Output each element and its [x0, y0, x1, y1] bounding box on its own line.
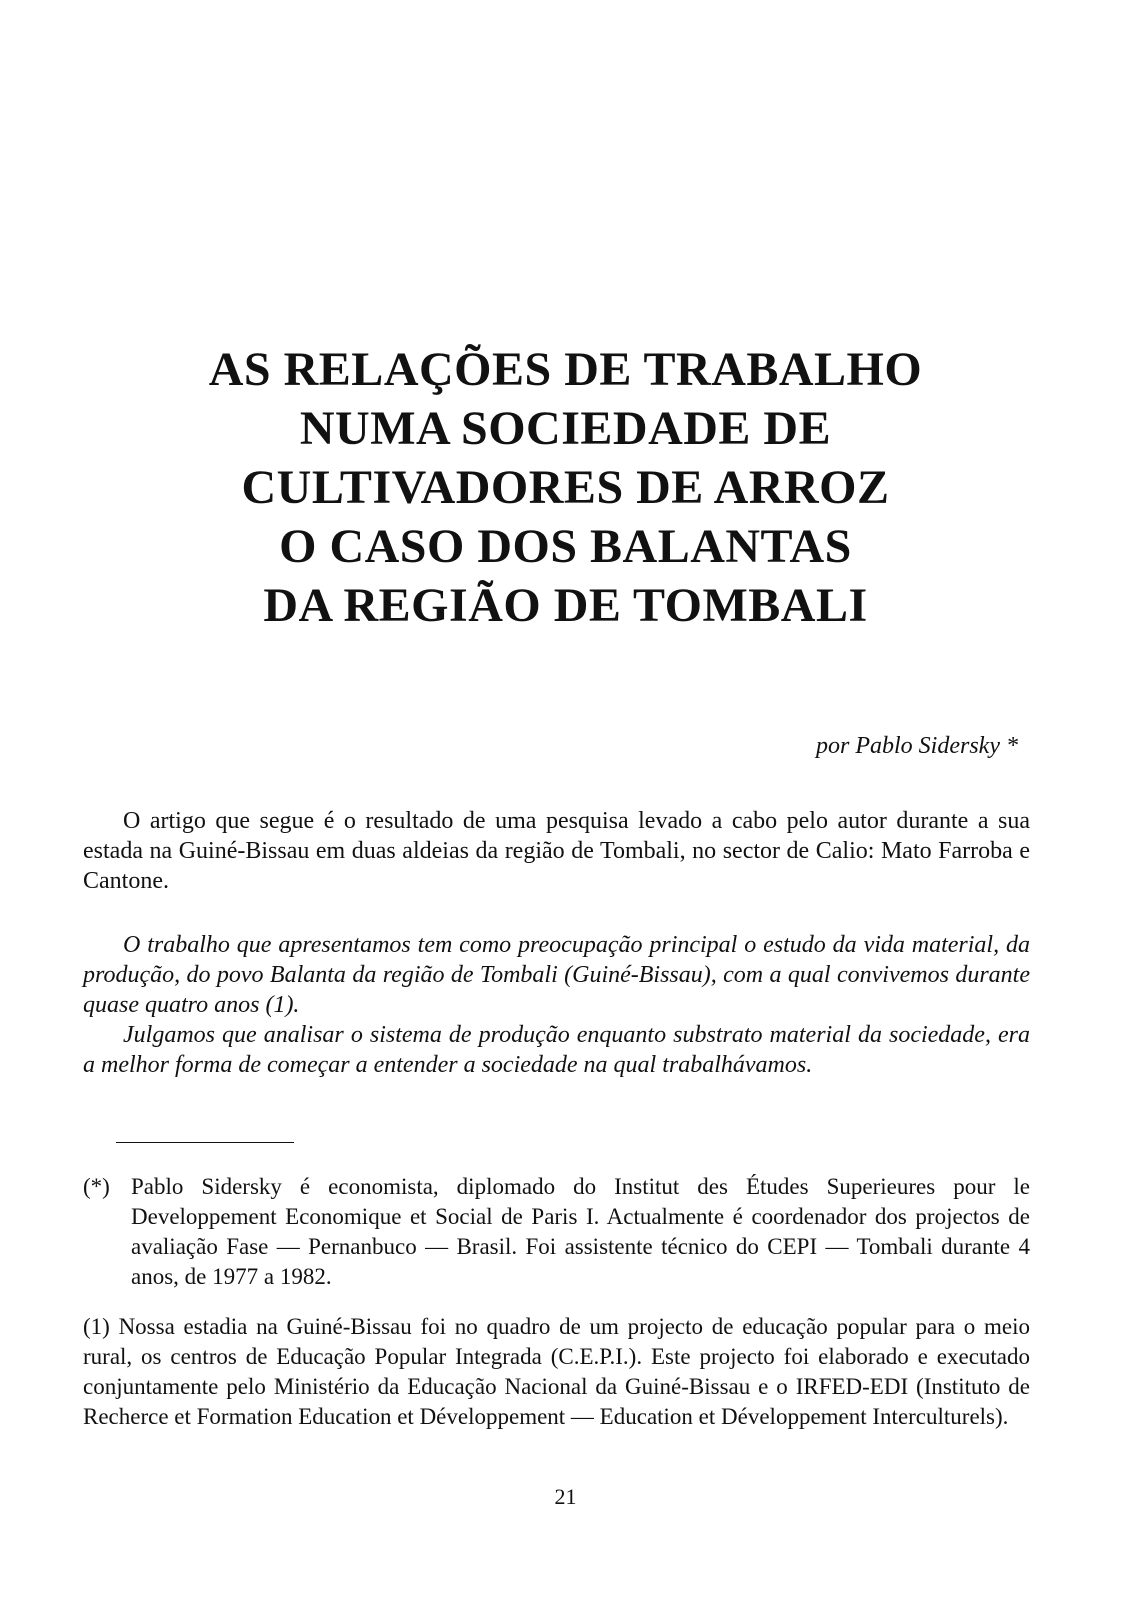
footnote-marker: (1): [83, 1314, 119, 1339]
footnote-separator: [116, 1142, 294, 1143]
page-number: 21: [554, 1484, 577, 1509]
title-line-3: CULTIVADORES DE ARROZ: [241, 461, 890, 514]
author-byline: por Pablo Sidersky *: [816, 733, 1018, 759]
title-line-4: O CASO DOS BALANTAS: [279, 520, 852, 573]
title-line-1: AS RELAÇÕES DE TRABALHO: [208, 343, 923, 396]
footnote-text: Pablo Sidersky é economista, diplomado do Institut des Études Superieures pour le Developpement Economique et Social de Paris I. Actualmente é coordenador dos projectos de avaliação Fase — Pernanbuco — Brasil. Foi assistente técnico do CEPI — Tombali durante 4 anos, de 1977 a 1982.: [131, 1174, 1030, 1289]
title-line-5: DA REGIÃO DE TOMBALI: [263, 579, 868, 632]
title-line-2: NUMA SOCIEDADE DE: [299, 402, 832, 455]
abstract-paragraph-1: O trabalho que apresentamos tem como preocupação principal o estudo da vida material, da produção, do povo Balanta da região de Tombali (Guiné-Bissau), com a qual convivemos durante quase quatro anos (1).: [83, 932, 1030, 1018]
footnote-marker: (*): [83, 1174, 110, 1199]
abstract-block: [83, 930, 1030, 1080]
footnote-1: [83, 1312, 1030, 1432]
abstract-paragraph-2: Julgamos que analisar o sistema de produção enquanto substrato material da sociedade, era a melhor forma de começar a entender a sociedade na qual trabalhávamos.: [83, 1022, 1030, 1078]
footnote-text: Nossa estadia na Guiné-Bissau foi no quadro de um projecto de educação popular para o meio rural, os centros de Educação Popular Integrada (C.E.P.I.). Este projecto foi elaborado e executado conjuntamente pelo Ministério da Educação Nacional da Guiné-Bissau e o IRFED-EDI (Instituto de Recherce et Formation Education et Développement — Education et Développement Interculturels).: [83, 1314, 1030, 1429]
footnote-author: [83, 1172, 1030, 1292]
article-title: [0, 340, 1131, 635]
intro-paragraph: O artigo que segue é o resultado de uma pesquisa levado a cabo pelo autor durante a sua estada na Guiné-Bissau em duas aldeias da região de Tombali, no sector de Calio: Mato Farroba e Cantone.: [83, 808, 1030, 894]
